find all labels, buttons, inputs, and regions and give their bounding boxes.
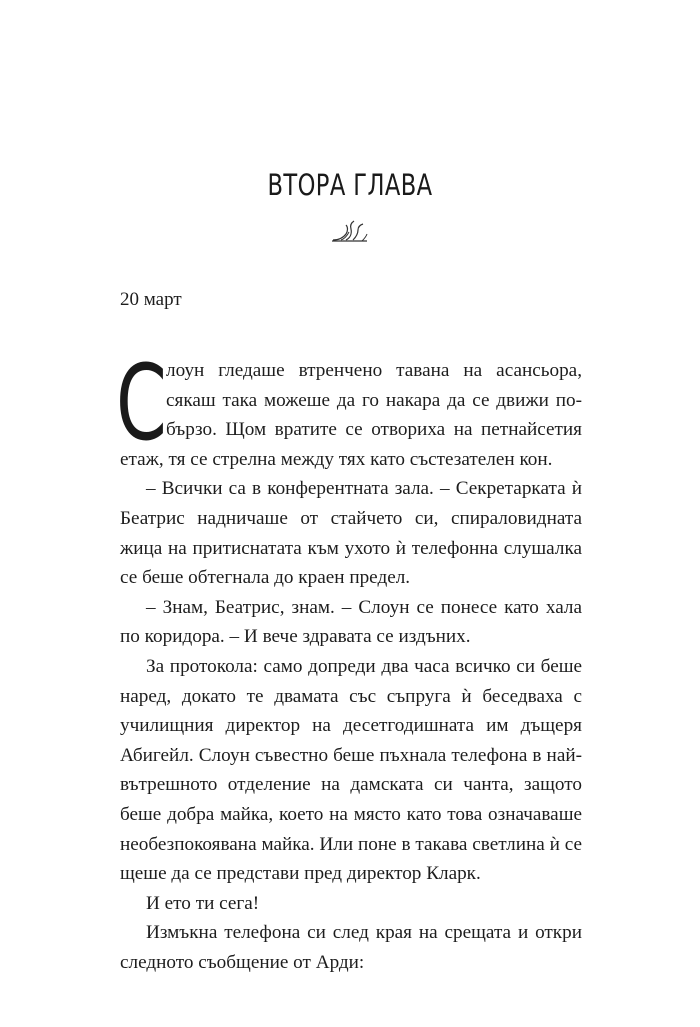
paragraph-1 [116,342,582,474]
paragraph-4: За протокола: само допреди два часа всичко си беше наред, докато те двамата със съпруга ѝ беседваха с училищния директор на десетгодишната им дъщеря Абигейл. Слоун съвестно беше пъхнала телефона в най-вътрешното отделение на дамската си чанта, защото беше добра майка, което на място като това означаваше необезпокоявана майка. Или поне в такава светлина ѝ се щеше да се представи пред директор Кларк. [120,655,582,885]
chapter-body [116,342,582,977]
paragraph-6: Измъкна телефона си след края на срещата и откри следното съобщение от Арди: [120,922,582,973]
paragraph-1-text: лоун гледаше втренчено тавана на асансьора, сякаш така можеше да го накара да се движи по-бързо. Щом вратите се отвориха на петнайсетия етаж, тя се стрелна между тях като състезателен кон. [120,360,582,470]
paragraph-5: И ето ти сега! [146,892,260,914]
flourish-ornament-icon [329,218,371,244]
chapter-title: ВТОРА ГЛАВА [267,168,433,202]
paragraph-3: – Знам, Беатрис, знам. – Слоун се понесе като хала по коридора. – И вече здравата се издъних. [120,596,582,648]
chapter-date: 20 март [120,289,182,310]
paragraph-2: – Всички са в конферентната зала. – Секретарката ѝ Беатрис надничаше от стайчето си, спираловидната жица на притиснатата към ухото ѝ телефонна слушалка се беше обтегнала до краен предел. [120,478,582,589]
drop-cap-letter: С [116,342,167,464]
